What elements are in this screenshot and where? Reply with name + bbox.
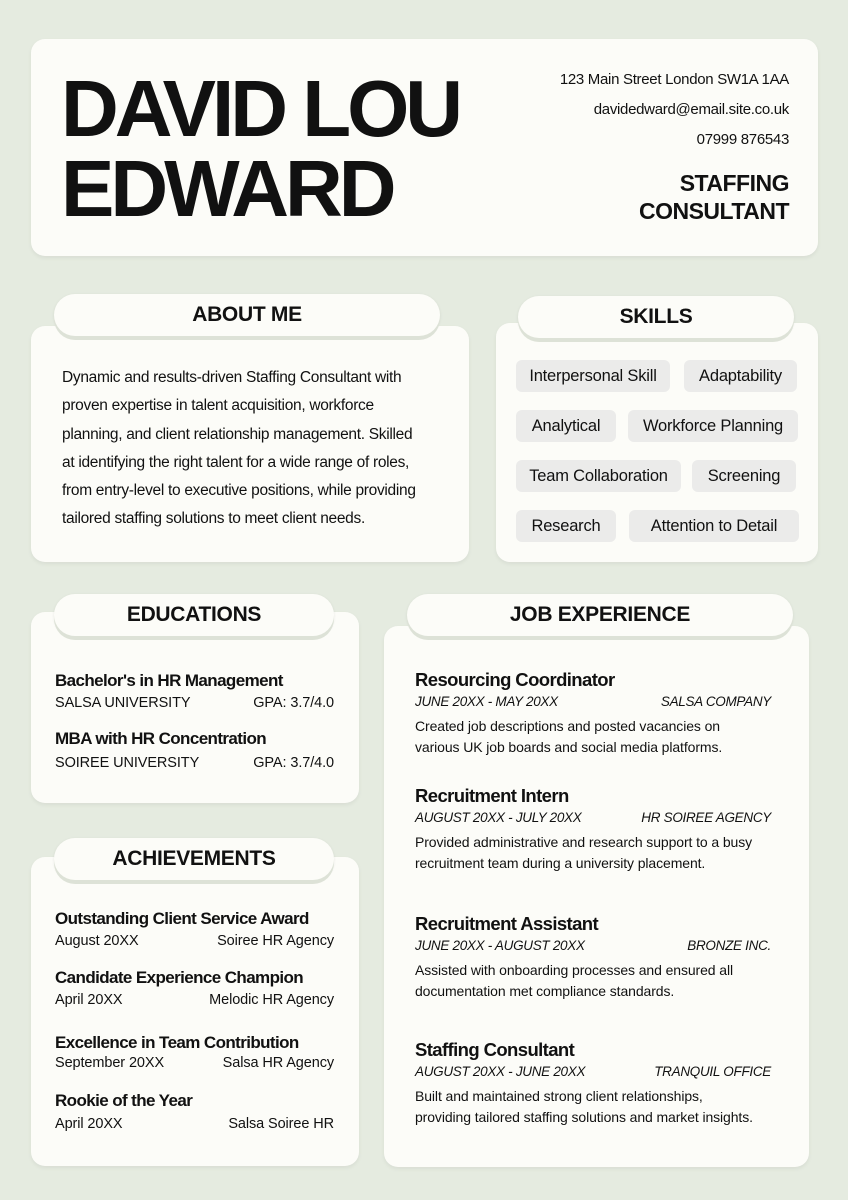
about-line: Dynamic and results-driven Staffing Consultant with [62,369,402,386]
about-card [31,326,469,562]
job-description-line: Provided administrative and research support to a busy [415,834,753,850]
school: SOIREE UNIVERSITY [55,755,200,771]
job-description [415,716,771,757]
job-description-line: documentation met compliance standards. [415,982,675,999]
achievement-title: Rookie of the Year [55,1091,193,1110]
education-heading: EDUCATIONS [54,594,334,636]
skill-tag: Team Collaboration [516,460,681,492]
achievements-heading: ACHIEVEMENTS [54,838,334,880]
experience-heading: JOB EXPERIENCE [407,594,793,636]
gpa: GPA: 3.7/4.0 [253,755,334,771]
address: 123 Main Street London SW1A 1AA [559,71,789,88]
achievement-title: Excellence in Team Contribution [55,1033,299,1052]
job-description [415,832,771,873]
about-heading: ABOUT ME [54,294,440,336]
achievement-date: April 20XX [55,992,123,1008]
job-description-line: Created job descriptions and posted vacancies on [415,718,720,734]
skill-tag: Workforce Planning [628,410,798,442]
skills-heading: SKILLS [518,296,794,338]
job-title: Staffing Consultant [415,1039,575,1060]
job-description-line: various UK job boards and social media platforms. [415,738,723,755]
name-line-2: EDWARD [61,144,393,233]
job-company: SALSA COMPANY [660,694,771,709]
about-line: tailored staffing solutions to meet client needs. [62,510,365,528]
about-text [62,364,452,534]
achievement-org: Melodic HR Agency [209,992,334,1008]
job-entry [415,1039,771,1127]
header-card [31,39,818,256]
skill-tag: Interpersonal Skill [516,360,670,392]
job-dates: AUGUST 20XX - JUNE 20XX [415,1064,586,1079]
achievement-date: September 20XX [55,1055,165,1071]
job-entry [415,669,771,757]
job-description [415,1086,771,1127]
contact-info [560,71,789,161]
job-dates: AUGUST 20XX - JULY 20XX [415,810,582,825]
name-line-1: DAVID LOU [61,64,460,153]
degree: MBA with HR Concentration [55,729,267,748]
skill-tag: Adaptability [684,360,797,392]
achievements-card [31,857,359,1166]
degree: Bachelor's in HR Management [55,671,283,690]
role-line-1: STAFFING [679,170,789,196]
email[interactable]: davidedward@email.site.co.uk [593,101,789,118]
achievement-org: Soiree HR Agency [217,933,334,949]
job-company: TRANQUIL OFFICE [654,1064,771,1079]
job-company: HR SOIREE AGENCY [641,810,771,825]
achievement-entry [55,1033,334,1071]
job-description-line: Assisted with onboarding processes and ensured all [415,962,733,978]
education-card [31,612,359,803]
achievement-title: Outstanding Client Service Award [55,909,309,928]
achievement-entry [55,909,334,949]
achievement-entry [55,1091,334,1132]
phone[interactable]: 07999 876543 [696,131,789,148]
achievement-date: April 20XX [55,1116,123,1132]
about-line: planning, and client relationship management. Skilled [62,425,413,443]
achievement-org: Salsa Soiree HR [228,1116,334,1132]
job-title: Recruitment Intern [415,785,569,806]
school: SALSA UNIVERSITY [55,695,191,711]
gpa: GPA: 3.7/4.0 [253,695,334,711]
achievement-title: Candidate Experience Champion [55,968,304,987]
job-entry [415,785,771,873]
about-line: proven expertise in talent acquisition, workforce [62,397,374,415]
job-description-line: Built and maintained strong client relationships, [415,1088,703,1104]
job-description-line: recruitment team during a university placement. [415,854,706,871]
skills-card [496,323,818,562]
achievement-entry [55,968,334,1008]
role-line-2: CONSULTANT [638,198,789,224]
education-entry [55,729,334,771]
education-entry [55,671,334,711]
job-dates: JUNE 20XX - AUGUST 20XX [415,938,585,953]
full-name [61,64,460,233]
job-role [639,169,789,225]
job-company: BRONZE INC. [687,938,771,953]
skill-tag: Analytical [516,410,616,442]
job-title: Recruitment Assistant [415,913,599,934]
job-description [415,960,771,1001]
job-dates: JUNE 20XX - MAY 20XX [415,694,558,709]
experience-card [384,626,809,1167]
achievement-org: Salsa HR Agency [222,1055,334,1071]
job-entry [415,913,771,1001]
about-line: from entry-level to executive positions, while providing [62,482,416,500]
skill-tag: Attention to Detail [629,510,799,542]
job-description-line: providing tailored staffing solutions and market insights. [415,1108,753,1125]
skill-tag: Screening [692,460,796,492]
achievement-date: August 20XX [55,933,139,949]
job-title: Resourcing Coordinator [415,669,615,690]
about-line: at identifying the right talent for a wide range of roles, [62,453,410,471]
skill-tag: Research [516,510,616,542]
